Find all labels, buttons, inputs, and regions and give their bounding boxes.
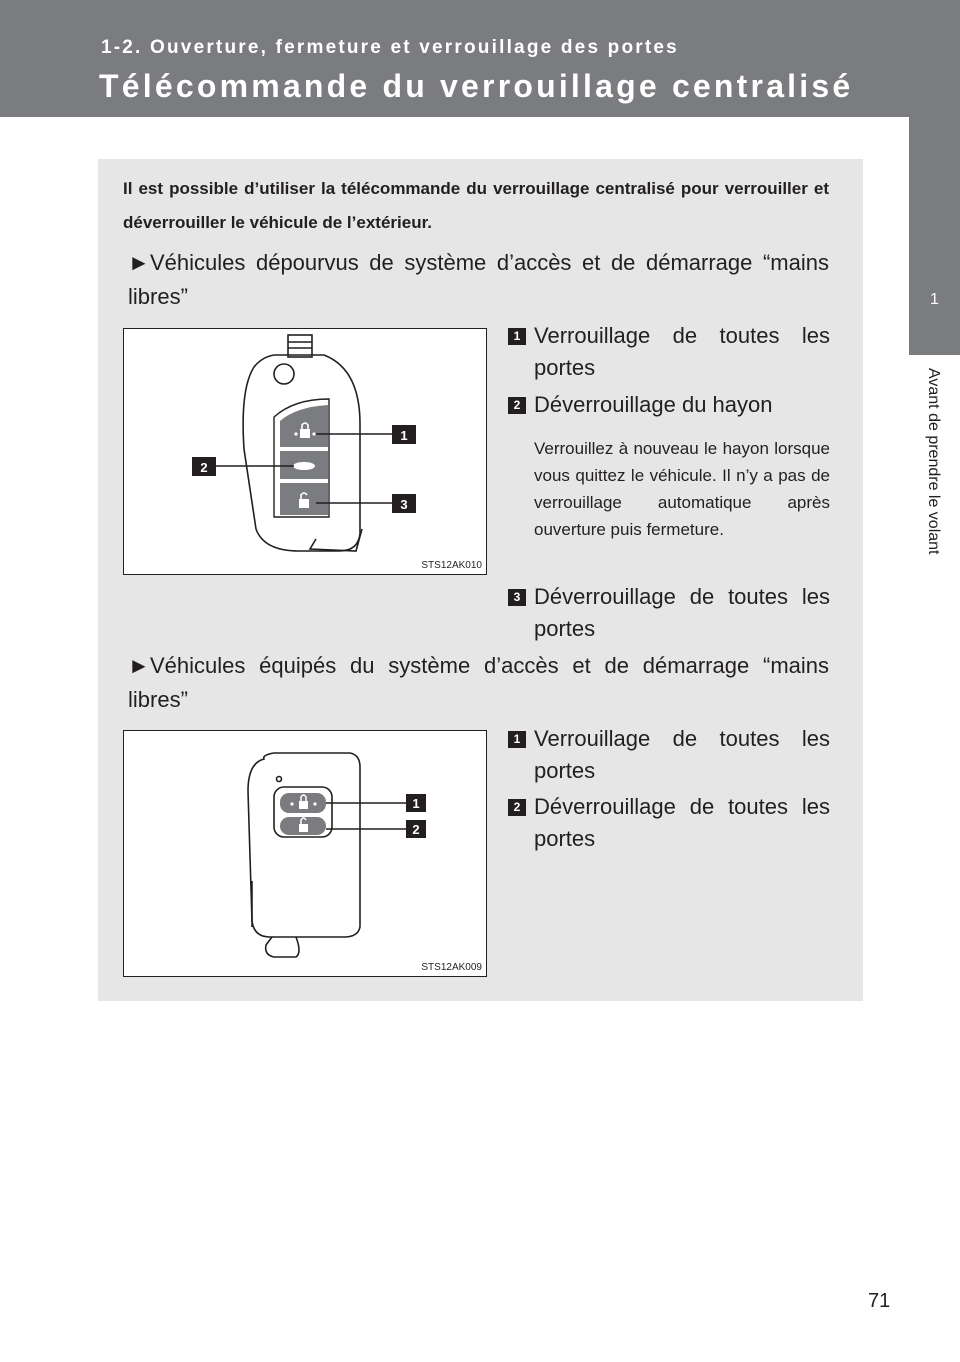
triangle-icon: ► [128, 653, 150, 678]
callout-3-label: 3 [400, 497, 408, 512]
triangle-icon: ► [128, 250, 150, 275]
number-badge: 2 [508, 799, 526, 816]
chapter-tab [909, 117, 960, 355]
number-badge: 2 [508, 397, 526, 414]
callout-1-label: 1 [400, 428, 408, 443]
case1-note: Verrouillez à nouveau le hayon lorsque vous quittez le véhicule. Il n’y a pas de verrouillage automatique après ouverture puis fermeture. [534, 439, 830, 539]
callout-1 [406, 794, 426, 812]
number-badge: 1 [508, 731, 526, 748]
callout-3 [392, 494, 416, 513]
item-text: Déverrouillage du hayon [534, 392, 773, 417]
item-text: Verrouillage de toutes les portes [534, 323, 830, 380]
figure-code: STS12AK010 [421, 560, 482, 571]
callout-2 [406, 820, 426, 838]
number-badge: 3 [508, 589, 526, 606]
case1-heading [128, 246, 829, 314]
item-text: Déverrouillage de toutes les portes [534, 584, 830, 641]
section-title: 1-2. Ouverture, fermeture et verrouillage des portes [101, 37, 679, 58]
callout-2-label: 2 [200, 460, 208, 475]
item-text: Verrouillage de toutes les portes [534, 726, 830, 783]
chapter-number: 1 [930, 291, 939, 308]
page-title: Télécommande du verrouillage centralisé [99, 68, 854, 104]
smart-key-illustration [124, 731, 486, 976]
figure-smart-key [123, 730, 487, 977]
case1-heading-text: Véhicules dépourvus de système d’accès et de démarrage “mains libres” [128, 250, 829, 309]
page-number: 71 [868, 1290, 891, 1312]
page-header [0, 0, 960, 117]
case2-heading-text: Véhicules équipés du système d’accès et de démarrage “mains libres” [128, 653, 829, 712]
case2-item-1 [508, 723, 830, 787]
callout-2-label: 2 [412, 822, 420, 837]
callout-1 [392, 425, 416, 444]
figure-code: STS12AK009 [421, 962, 482, 973]
case2-item-2 [508, 791, 830, 855]
case1-item-1 [508, 320, 830, 384]
callout-1-label: 1 [412, 796, 420, 811]
callout-2 [192, 457, 216, 476]
case1-item-2 [508, 389, 830, 421]
figure-key-flip [123, 328, 487, 575]
case2-heading [128, 649, 829, 717]
flip-key-illustration [124, 329, 486, 574]
chapter-label: Avant de prendre le volant [925, 368, 942, 555]
case1-item-3 [508, 581, 830, 645]
number-badge: 1 [508, 328, 526, 345]
intro-text: Il est possible d’utiliser la télécommande du verrouillage centralisé pour verrouiller et déverrouiller le véhicule de l’extérieur. [123, 179, 829, 232]
item-text: Déverrouillage de toutes les portes [534, 794, 830, 851]
